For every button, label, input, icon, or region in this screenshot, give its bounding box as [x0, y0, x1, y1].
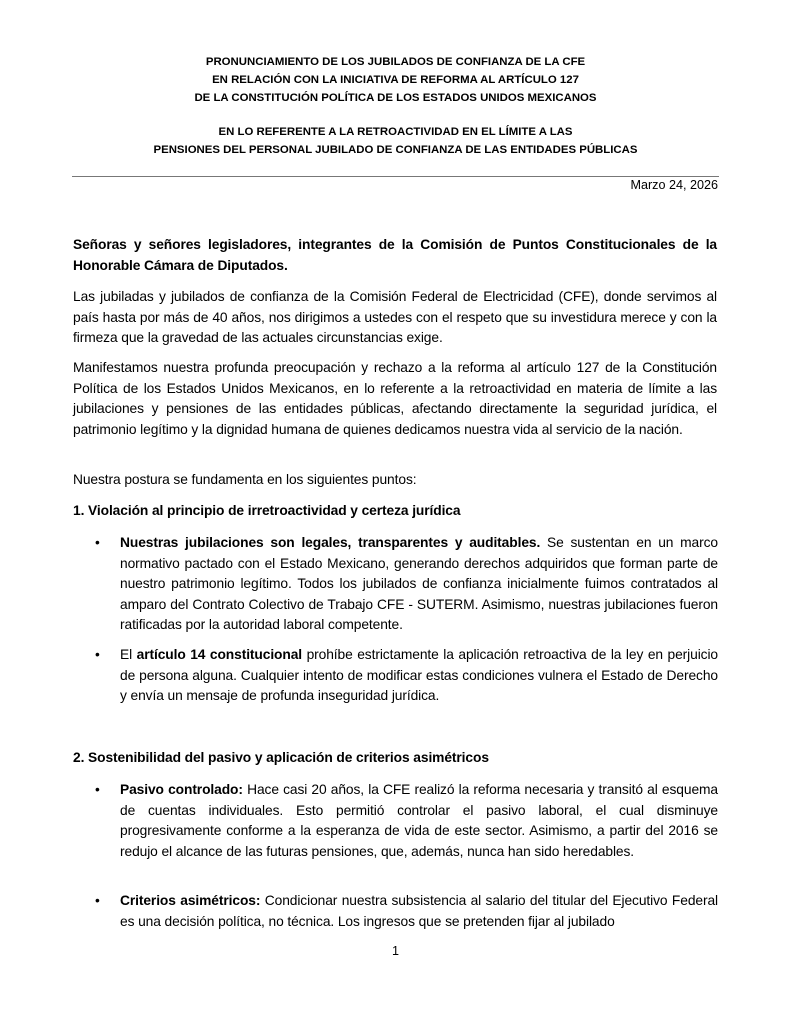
section-2-bullet-1: [120, 780, 718, 862]
document-title: [72, 53, 719, 107]
salutation: Señoras y señores legisladores, integrantes de la Comisión de Puntos Constitucionales de la Honorable Cámara de Diputados.: [73, 237, 717, 273]
section-1-heading: 1. Violación al principio de irretroactividad y certeza jurídica: [73, 503, 461, 518]
page-number: 1: [391, 944, 399, 958]
section-2-bullet-2: [120, 891, 718, 932]
bullet-marker: •: [95, 782, 100, 797]
bullet-text: Se sustentan en un marco normativo pactado con el Estado Mexicano, generando derechos adquiridos que forman parte de nuestro patrimonio legítimo. Todos los jubilados de confianza inicialmente fuimos contratados al amparo del Contrato Colectivo de Trabajo CFE - SUTERM. Asimismo, nuestras jubilaciones fueron ratificadas por la autoridad laboral competente.: [120, 535, 718, 633]
bullet-bold-lead: Criterios asimétricos:: [120, 893, 261, 908]
bullet-marker: •: [95, 647, 100, 662]
subtitle-line-1: EN LO REFERENTE A LA RETROACTIVIDAD EN EL LÍMITE A LAS: [218, 126, 573, 138]
title-line-3: DE LA CONSTITUCIÓN POLÍTICA DE LOS ESTADOS UNIDOS MEXICANOS: [194, 92, 597, 104]
section-2-heading: 2. Sostenibilidad del pasivo y aplicación de criterios asimétricos: [73, 750, 489, 765]
document-subtitle: [72, 123, 719, 159]
bullet-marker: •: [95, 535, 100, 550]
bullet-text: prohíbe estrictamente la aplicación retroactiva de la ley en perjuicio de persona alguna. Cualquier intento de modificar estas condiciones vulnera el Estado de Derecho y envía un mensaje de profunda inseguridad jurídica.: [120, 647, 718, 704]
paragraph-intro: Las jubiladas y jubilados de confianza de la Comisión Federal de Electricidad (CFE), donde servimos al país hasta por más de 40 años, nos dirigimos a ustedes con el respeto que su investidura merece y con la firmeza que la gravedad de las actuales circunstancias exige.: [73, 289, 717, 346]
bullet-text: Condicionar nuestra subsistencia al salario del titular del Ejecutivo Federal es una decisión política, no técnica. Los ingresos que se pretenden fijar al jubilado: [120, 893, 718, 929]
bullet-bold-lead: Nuestras jubilaciones son legales, transparentes y auditables.: [120, 535, 541, 550]
bullet-marker: •: [95, 893, 100, 908]
section-1-bullet-1: [120, 533, 718, 636]
subtitle-line-2: PENSIONES DEL PERSONAL JUBILADO DE CONFIANZA DE LAS ENTIDADES PÚBLICAS: [153, 144, 638, 156]
bullet-bold-lead: Pasivo controlado:: [120, 782, 243, 797]
bullet-text: Hace casi 20 años, la CFE realizó la reforma necesaria y transitó al esquema de cuentas individuales. Esto permitió controlar el pasivo laboral, el cual disminuye progresivamente conforme a la esperanza de vida de este sector. Asimismo, a partir del 2016 se redujo el alcance de las futuras pensiones, que, además, nunca han sido heredables.: [120, 782, 718, 859]
title-line-1: PRONUNCIAMIENTO DE LOS JUBILADOS DE CONFIANZA DE LA CFE: [205, 56, 586, 68]
section-1-bullet-2: [120, 645, 718, 707]
bullet-bold-lead: artículo 14 constitucional: [136, 647, 303, 662]
bullet-text-pre: El: [120, 647, 137, 662]
title-line-2: EN RELACIÓN CON LA INICIATIVA DE REFORMA AL ARTÍCULO 127: [212, 74, 579, 86]
header-divider: [72, 176, 719, 177]
paragraph-stance: Nuestra postura se fundamenta en los siguientes puntos:: [73, 472, 417, 487]
paragraph-concern: Manifestamos nuestra profunda preocupación y rechazo a la reforma al artículo 127 de la Constitución Política de los Estados Unidos Mexicanos, en lo referente a la retroactividad en materia de límite a las jubilaciones y pensiones de las entidades públicas, afectando directamente la seguridad jurídica, el patrimonio legítimo y la dignidad humana de quienes dedicamos nuestra vida al servicio de la nación.: [73, 360, 717, 437]
document-date: Marzo 24, 2026: [630, 178, 718, 192]
